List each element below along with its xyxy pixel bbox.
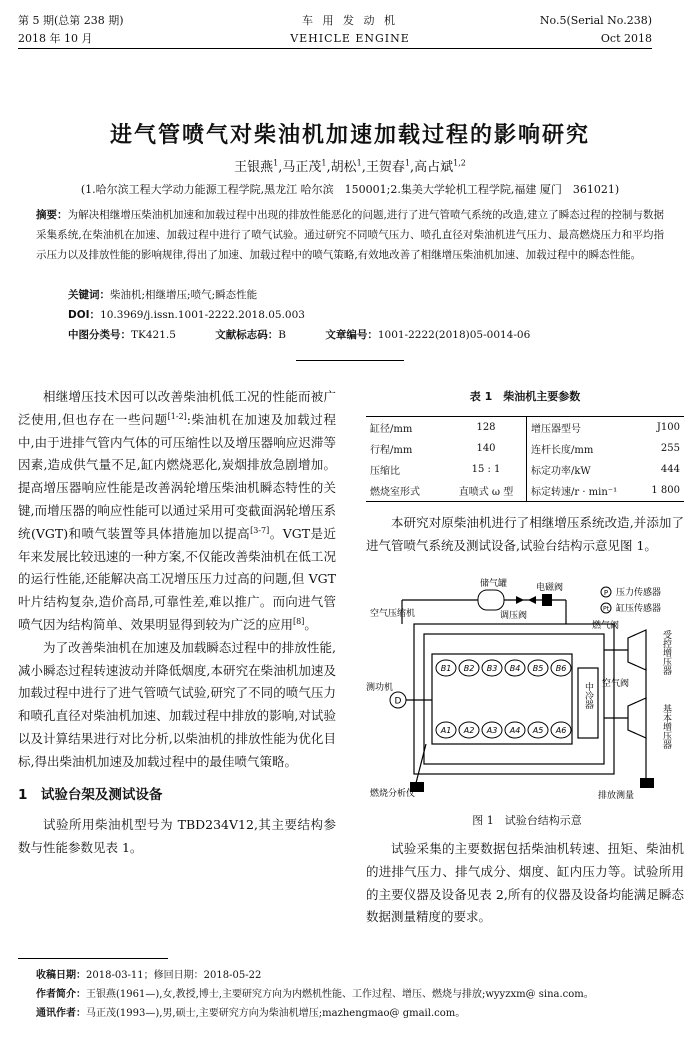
author-name: 王银燕 bbox=[234, 160, 274, 175]
classification bbox=[68, 327, 530, 342]
label-sol-valve: 电磁阀 bbox=[536, 583, 564, 593]
doi-text: 10.3969/j.issn.1001-2222.2018.05.003 bbox=[100, 309, 305, 321]
citation: [1-2] bbox=[167, 411, 187, 421]
text-run: 。VGT是近年来发展比较迅速的一种方案,不仅能改善柴油机在低工况的运行性能,还能解决高工况增压压力过高的问题,但 VGT 叶片结构复杂,造价高昂,可靠性差,难以推广。而向进气管喷气因为结构简单、效果明显得到较为广泛的应用 bbox=[18, 525, 336, 632]
label-base-turbo: 基本增压器 bbox=[661, 704, 671, 749]
header-issue: 第 5 期(总第 238 期) bbox=[18, 14, 124, 27]
turbo-controlled bbox=[628, 630, 646, 670]
footnote-text: 马正茂(1993—),男,硕士,主要研究方向为柴油机增压;mazhengmao@ gmail.com。 bbox=[86, 1008, 466, 1019]
keywords-label: 关键词： bbox=[68, 289, 110, 301]
author-sup: 1 bbox=[273, 158, 279, 168]
label-gas-valve: 燃气阀 bbox=[592, 621, 620, 631]
author-sup: 1 bbox=[356, 158, 362, 168]
turbo-base bbox=[628, 698, 646, 738]
cylinder-label: B4 bbox=[509, 664, 521, 673]
label-p-sensor: 压力传感器 bbox=[616, 588, 662, 598]
doi bbox=[68, 307, 305, 322]
abstract-label: 摘要： bbox=[36, 209, 68, 221]
citation: [8] bbox=[293, 616, 305, 626]
cylinder-label: B3 bbox=[486, 664, 498, 673]
figure1-caption: 图 1 试验台结构示意 bbox=[472, 814, 582, 827]
table-cell: 140 bbox=[446, 438, 527, 459]
figure1-diagram bbox=[366, 578, 688, 800]
article-title: 进气管喷气对柴油机加速加载过程的影响研究 bbox=[109, 123, 590, 148]
keywords-text: 柴油机;相继增压;喷气;瞬态性能 bbox=[110, 289, 258, 301]
cylinder-label: A3 bbox=[486, 726, 498, 735]
text-run: 。 bbox=[304, 616, 317, 632]
right-column-text-1 bbox=[366, 512, 684, 558]
table-cell: 标定功率/kW bbox=[531, 466, 591, 477]
label-analyzer: 燃烧分析仪 bbox=[370, 789, 416, 799]
table-row bbox=[366, 459, 684, 480]
footnote-label: 作者简介： bbox=[36, 989, 86, 1000]
table-row bbox=[366, 480, 684, 502]
left-column bbox=[18, 386, 336, 860]
article-no-text: 1001-2222(2018)05-0014-06 bbox=[377, 329, 531, 341]
paragraph: 试验采集的主要数据包括柴油机转速、扭矩、柴油机的进排气压力、排气成分、烟度、缸内压力等。试验所用的主要仪器及设备见表 2,所有的仪器及设备均能满足瞬态数据测量精度的要求。 bbox=[366, 841, 684, 925]
footnote-text: 2018-03-11；修回日期：2018-05-22 bbox=[86, 970, 262, 981]
header-journal-en: VEHICLE ENGINE bbox=[290, 32, 410, 45]
pressure-symbol: P bbox=[603, 589, 609, 597]
table-cell: 标定转速/r · min⁻¹ bbox=[531, 487, 618, 498]
label-reg-valve: 调压阀 bbox=[500, 611, 528, 621]
table-cell: 连杆长度/mm bbox=[531, 445, 594, 456]
footnote-author bbox=[36, 985, 676, 1004]
table1 bbox=[366, 416, 684, 502]
footnote-label: 收稿日期： bbox=[36, 970, 86, 981]
abstract-divider bbox=[296, 360, 404, 361]
table-cell: 缸径/mm bbox=[370, 424, 413, 435]
valve-icon bbox=[528, 596, 536, 604]
label-dyno: 测功机 bbox=[366, 683, 394, 693]
table-cell: 255 bbox=[660, 443, 680, 454]
table-cell: 444 bbox=[660, 464, 680, 475]
cylinder-bank-b bbox=[436, 660, 571, 676]
valve-icon bbox=[516, 596, 524, 604]
footnote-corr bbox=[36, 1004, 676, 1023]
footnote-rule bbox=[18, 958, 168, 959]
table-cell: 1 800 bbox=[651, 485, 680, 496]
paragraph: 为了改善柴油机在加速及加载瞬态过程中的排放性能,减小瞬态过程转速波动并降低烟度,本研究在柴油机加速及加载过程中进行了进气管喷气试验,研究了不同的喷气压力和喷孔直径对柴油机加速、加载过程中排放的影响,对试验以及计算结果进行对比分析,以柴油机的排放性能为优化目标,得出柴油机加速及加载过程中的最佳喷气策略。 bbox=[18, 639, 336, 769]
table-cell: 增压器型号 bbox=[531, 424, 581, 435]
cylinder-label: A6 bbox=[555, 726, 567, 735]
header-rule bbox=[18, 48, 652, 49]
table-cell: 行程/mm bbox=[370, 445, 413, 456]
clc-text: TK421.5 bbox=[131, 329, 176, 341]
paragraph: 试验所用柴油机型号为 TBD234V12,其主要结构参数与性能参数见表 1。 bbox=[18, 817, 336, 856]
cylinder-label: B2 bbox=[463, 664, 475, 673]
cylinder-label: A1 bbox=[440, 726, 452, 735]
footnote-dates bbox=[36, 966, 676, 985]
abstract bbox=[36, 205, 664, 265]
table-cell: 压缩比 bbox=[370, 466, 400, 477]
footnotes bbox=[36, 966, 676, 1023]
label-air-valve: 空气阀 bbox=[602, 679, 630, 689]
label-gas-tank: 储气罐 bbox=[480, 579, 508, 589]
paragraph bbox=[18, 386, 336, 637]
exhaust-meter-icon bbox=[640, 778, 654, 788]
author-sup: 1 bbox=[404, 158, 410, 168]
author-name: 王贺春 bbox=[365, 160, 405, 175]
cylinder-label: B1 bbox=[440, 664, 452, 673]
article-no-label: 文章编号： bbox=[325, 329, 378, 341]
table-cell: 128 bbox=[446, 417, 527, 439]
header-issue-en: No.5(Serial No.238) bbox=[539, 14, 652, 27]
dyno-symbol: D bbox=[394, 696, 402, 707]
header-date: 2018 年 10 月 bbox=[18, 32, 93, 45]
table-cell: J100 bbox=[656, 422, 680, 433]
gas-tank-icon bbox=[478, 590, 504, 610]
label-intercooler: 中冷器 bbox=[583, 682, 593, 709]
cylinder-label: A5 bbox=[532, 726, 544, 735]
doc-code-text: B bbox=[278, 329, 286, 341]
table-cell: 燃烧室形式 bbox=[370, 487, 420, 498]
table-row bbox=[366, 438, 684, 459]
label-ctrl-turbo: 受控增压器 bbox=[661, 630, 671, 675]
footnote-label: 通讯作者： bbox=[36, 1008, 86, 1019]
cylinder-label: A4 bbox=[509, 726, 521, 735]
abstract-text: 为解决相继增压柴油机加速和加载过程中出现的排放性能恶化的问题,进行了进气管喷气系统的改造,建立了瞬态过程的控制与数据采集系统,在柴油机在加速、加载过程中进行了喷气试验。通过研究不同喷气压力、喷孔直径对柴油机进气压力、最高燃烧压力和平均指示压力以及排放性能的影响规律,得出了加速、加载过程中的喷气策略,有效地改善了相继增压柴油机加速、加载过程中的瞬态性能。 bbox=[36, 209, 664, 261]
author-sup: 1,2 bbox=[453, 158, 466, 168]
affiliation: (1.哈尔滨工程大学动力能源工程学院,黑龙江 哈尔滨 150001;2.集美大学轮机工程学院,福建 厦门 361021) bbox=[80, 183, 620, 196]
label-compressor: 空气压缩机 bbox=[370, 609, 416, 619]
author-name: 高占斌 bbox=[414, 160, 454, 175]
section-heading: 1 试验台架及测试设备 bbox=[18, 786, 163, 803]
label-exhaust: 排放测量 bbox=[598, 791, 635, 800]
footnote-text: 王银燕(1961—),女,教授,博士,主要研究方向为内燃机性能、工作过程、增压、燃烧与排放;wyyzxm@ sina.com。 bbox=[86, 989, 594, 1000]
keywords bbox=[68, 287, 257, 302]
cyl-pressure-symbol: Pt bbox=[603, 605, 609, 613]
text-run: :柴油机在加速及加载过程中,由于进排气管内气体的可压缩性以及增压器响应迟滞等因素,造成供气量不足,缸内燃烧恶化,炭烟排放急剧增加。提高增压器响应性能是改善涡轮增压柴油机瞬态特性的关键,而增压器的响应性能可以通过采用可变截面涡轮增压系统(VGT)和喷气装置等具体措施加以提高 bbox=[18, 411, 336, 541]
table-cell: 直喷式 ω 型 bbox=[446, 480, 527, 502]
cylinder-bank-a bbox=[436, 722, 571, 738]
doc-code-label: 文献标志码： bbox=[215, 329, 279, 341]
author-name: 马正茂 bbox=[282, 160, 322, 175]
label-t-sensor: 缸压传感器 bbox=[616, 604, 662, 614]
citation: [3-7] bbox=[250, 525, 270, 535]
author-name: 胡松 bbox=[330, 160, 357, 175]
header-journal-cn: 车 用 发 动 机 bbox=[302, 14, 398, 27]
header-date-en: Oct 2018 bbox=[600, 32, 652, 45]
table1-caption: 表 1 柴油机主要参数 bbox=[469, 390, 581, 403]
doi-label: DOI： bbox=[68, 309, 101, 321]
right-column-text-2 bbox=[366, 838, 684, 929]
author-list: 王银燕$^1$,马正茂$^1$,胡松$^1$,王贺春$^1$,高占斌$^{1,2}$ bbox=[234, 158, 466, 175]
clc-label: 中图分类号： bbox=[68, 329, 131, 341]
paragraph: 本研究对原柴油机进行了相继增压系统改造,并添加了进气管喷气系统及测试设备,试验台结构示意见图 1。 bbox=[366, 515, 684, 553]
cylinder-label: A2 bbox=[463, 726, 475, 735]
cylinder-label: B5 bbox=[532, 664, 544, 673]
table-cell: 15 : 1 bbox=[446, 459, 527, 480]
table-row bbox=[366, 417, 684, 439]
text-run: 相继增压技术因可以改善柴油机低工况的性能而被广泛使用,但也存在一些问题 bbox=[18, 389, 336, 427]
cylinder-label: B6 bbox=[555, 664, 567, 673]
solenoid-icon bbox=[542, 594, 552, 606]
author-sup: 1 bbox=[321, 158, 327, 168]
